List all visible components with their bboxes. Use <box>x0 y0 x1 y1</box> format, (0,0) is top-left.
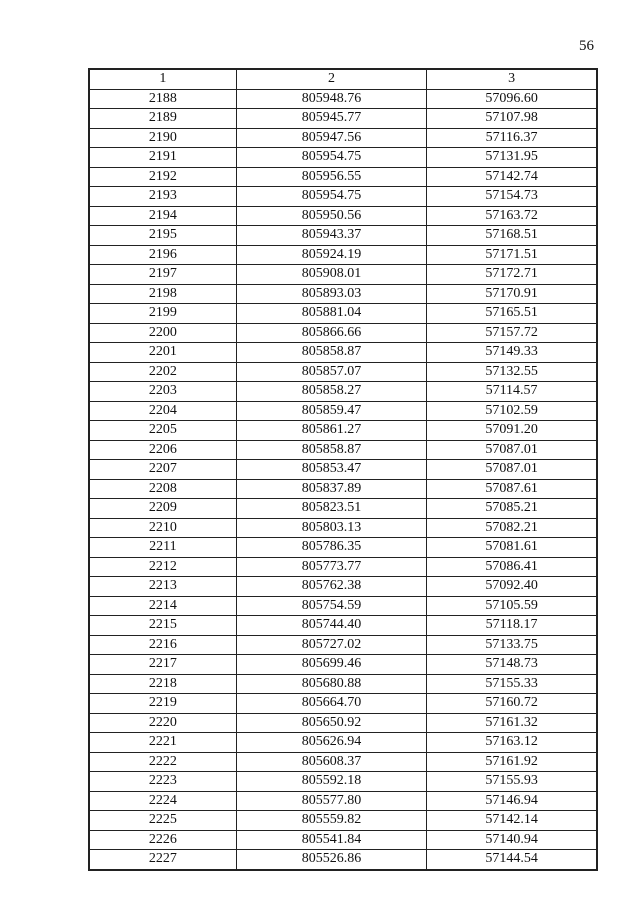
table-row <box>89 733 597 753</box>
table-header <box>89 69 597 89</box>
table-row <box>89 440 597 460</box>
point-number-cell: 2196 <box>89 245 236 265</box>
coord-y-cell: 57107.98 <box>427 109 597 129</box>
coord-y-cell: 57085.21 <box>427 499 597 519</box>
table-row <box>89 616 597 636</box>
point-number-cell: 2201 <box>89 343 236 363</box>
coord-x-cell: 805947.56 <box>236 128 426 148</box>
table-row <box>89 791 597 811</box>
point-number-cell: 2227 <box>89 850 236 870</box>
table-row <box>89 499 597 519</box>
point-number-cell: 2222 <box>89 752 236 772</box>
coord-x-cell: 805680.88 <box>236 674 426 694</box>
coord-y-cell: 57118.17 <box>427 616 597 636</box>
table-row <box>89 148 597 168</box>
table-row <box>89 811 597 831</box>
coord-x-cell: 805650.92 <box>236 713 426 733</box>
point-number-cell: 2211 <box>89 538 236 558</box>
point-number-cell: 2207 <box>89 460 236 480</box>
point-number-cell: 2204 <box>89 401 236 421</box>
coord-x-cell: 805908.01 <box>236 265 426 285</box>
coord-y-cell: 57146.94 <box>427 791 597 811</box>
coord-x-cell: 805786.35 <box>236 538 426 558</box>
point-number-cell: 2197 <box>89 265 236 285</box>
point-number-cell: 2202 <box>89 362 236 382</box>
header-cell-1: 1 <box>89 69 236 89</box>
point-number-cell: 2189 <box>89 109 236 129</box>
point-number-cell: 2191 <box>89 148 236 168</box>
coord-x-cell: 805699.46 <box>236 655 426 675</box>
coord-y-cell: 57102.59 <box>427 401 597 421</box>
point-number-cell: 2208 <box>89 479 236 499</box>
table-row <box>89 401 597 421</box>
coord-y-cell: 57149.33 <box>427 343 597 363</box>
point-number-cell: 2210 <box>89 518 236 538</box>
coord-x-cell: 805861.27 <box>236 421 426 441</box>
table-row <box>89 128 597 148</box>
point-number-cell: 2214 <box>89 596 236 616</box>
coord-y-cell: 57161.92 <box>427 752 597 772</box>
coord-y-cell: 57165.51 <box>427 304 597 324</box>
table-row <box>89 772 597 792</box>
table-row <box>89 343 597 363</box>
coord-x-cell: 805803.13 <box>236 518 426 538</box>
coord-x-cell: 805559.82 <box>236 811 426 831</box>
coord-x-cell: 805626.94 <box>236 733 426 753</box>
table-row <box>89 674 597 694</box>
point-number-cell: 2224 <box>89 791 236 811</box>
coord-x-cell: 805541.84 <box>236 830 426 850</box>
coord-y-cell: 57155.33 <box>427 674 597 694</box>
coord-y-cell: 57140.94 <box>427 830 597 850</box>
table-row <box>89 596 597 616</box>
point-number-cell: 2200 <box>89 323 236 343</box>
coord-x-cell: 805866.66 <box>236 323 426 343</box>
coord-x-cell: 805859.47 <box>236 401 426 421</box>
table-row <box>89 557 597 577</box>
coord-x-cell: 805592.18 <box>236 772 426 792</box>
table-row <box>89 187 597 207</box>
coord-y-cell: 57081.61 <box>427 538 597 558</box>
table-row <box>89 577 597 597</box>
coord-y-cell: 57144.54 <box>427 850 597 870</box>
coord-x-cell: 805857.07 <box>236 362 426 382</box>
table-row <box>89 635 597 655</box>
point-number-cell: 2221 <box>89 733 236 753</box>
point-number-cell: 2215 <box>89 616 236 636</box>
point-number-cell: 2194 <box>89 206 236 226</box>
coord-y-cell: 57091.20 <box>427 421 597 441</box>
coord-y-cell: 57087.01 <box>427 440 597 460</box>
coord-y-cell: 57133.75 <box>427 635 597 655</box>
coord-y-cell: 57087.01 <box>427 460 597 480</box>
table-row <box>89 167 597 187</box>
point-number-cell: 2223 <box>89 772 236 792</box>
header-cell-3: 3 <box>427 69 597 89</box>
coord-x-cell: 805664.70 <box>236 694 426 714</box>
coord-y-cell: 57131.95 <box>427 148 597 168</box>
coord-y-cell: 57163.72 <box>427 206 597 226</box>
table-row <box>89 206 597 226</box>
table-row <box>89 323 597 343</box>
table-row <box>89 245 597 265</box>
coord-x-cell: 805858.87 <box>236 343 426 363</box>
point-number-cell: 2198 <box>89 284 236 304</box>
table-row <box>89 362 597 382</box>
point-number-cell: 2216 <box>89 635 236 655</box>
coord-x-cell: 805773.77 <box>236 557 426 577</box>
table-row <box>89 830 597 850</box>
point-number-cell: 2212 <box>89 557 236 577</box>
coord-x-cell: 805881.04 <box>236 304 426 324</box>
header-cell-2: 2 <box>236 69 426 89</box>
coord-y-cell: 57168.51 <box>427 226 597 246</box>
coord-x-cell: 805945.77 <box>236 109 426 129</box>
header-row <box>89 69 597 89</box>
point-number-cell: 2195 <box>89 226 236 246</box>
coord-x-cell: 805727.02 <box>236 635 426 655</box>
point-number-cell: 2213 <box>89 577 236 597</box>
coord-x-cell: 805823.51 <box>236 499 426 519</box>
coord-x-cell: 805943.37 <box>236 226 426 246</box>
point-number-cell: 2225 <box>89 811 236 831</box>
point-number-cell: 2203 <box>89 382 236 402</box>
coord-y-cell: 57155.93 <box>427 772 597 792</box>
coord-y-cell: 57171.51 <box>427 245 597 265</box>
coord-x-cell: 805950.56 <box>236 206 426 226</box>
point-number-cell: 2226 <box>89 830 236 850</box>
point-number-cell: 2217 <box>89 655 236 675</box>
coord-x-cell: 805893.03 <box>236 284 426 304</box>
coord-y-cell: 57132.55 <box>427 362 597 382</box>
coord-y-cell: 57161.32 <box>427 713 597 733</box>
coord-x-cell: 805754.59 <box>236 596 426 616</box>
table-row <box>89 304 597 324</box>
point-number-cell: 2220 <box>89 713 236 733</box>
table-row <box>89 655 597 675</box>
coord-y-cell: 57087.61 <box>427 479 597 499</box>
coord-x-cell: 805924.19 <box>236 245 426 265</box>
coord-y-cell: 57116.37 <box>427 128 597 148</box>
coord-y-cell: 57148.73 <box>427 655 597 675</box>
coord-y-cell: 57105.59 <box>427 596 597 616</box>
point-number-cell: 2192 <box>89 167 236 187</box>
point-number-cell: 2219 <box>89 694 236 714</box>
coord-x-cell: 805837.89 <box>236 479 426 499</box>
table-row <box>89 694 597 714</box>
table-row <box>89 421 597 441</box>
table-body <box>89 89 597 870</box>
point-number-cell: 2205 <box>89 421 236 441</box>
table-row <box>89 265 597 285</box>
coord-x-cell: 805744.40 <box>236 616 426 636</box>
coord-x-cell: 805954.75 <box>236 148 426 168</box>
table-row <box>89 382 597 402</box>
coord-x-cell: 805954.75 <box>236 187 426 207</box>
coord-y-cell: 57154.73 <box>427 187 597 207</box>
coord-y-cell: 57096.60 <box>427 89 597 109</box>
point-number-cell: 2188 <box>89 89 236 109</box>
coord-y-cell: 57163.12 <box>427 733 597 753</box>
coord-y-cell: 57092.40 <box>427 577 597 597</box>
table-row <box>89 713 597 733</box>
point-number-cell: 2193 <box>89 187 236 207</box>
coord-y-cell: 57082.21 <box>427 518 597 538</box>
coord-y-cell: 57170.91 <box>427 284 597 304</box>
coord-x-cell: 805577.80 <box>236 791 426 811</box>
coord-y-cell: 57157.72 <box>427 323 597 343</box>
point-number-cell: 2199 <box>89 304 236 324</box>
coord-x-cell: 805948.76 <box>236 89 426 109</box>
page-number: 56 <box>579 38 594 54</box>
coord-x-cell: 805762.38 <box>236 577 426 597</box>
table-row <box>89 752 597 772</box>
table-row <box>89 479 597 499</box>
table-row <box>89 109 597 129</box>
coord-y-cell: 57142.74 <box>427 167 597 187</box>
point-number-cell: 2209 <box>89 499 236 519</box>
coord-x-cell: 805526.86 <box>236 850 426 870</box>
coordinates-table <box>88 68 598 871</box>
table-row <box>89 226 597 246</box>
coord-y-cell: 57160.72 <box>427 694 597 714</box>
table-row <box>89 460 597 480</box>
table-row <box>89 538 597 558</box>
table-row <box>89 518 597 538</box>
coord-x-cell: 805608.37 <box>236 752 426 772</box>
coord-y-cell: 57086.41 <box>427 557 597 577</box>
table-row <box>89 89 597 109</box>
coord-x-cell: 805853.47 <box>236 460 426 480</box>
table-row <box>89 850 597 870</box>
coord-x-cell: 805858.27 <box>236 382 426 402</box>
coord-y-cell: 57172.71 <box>427 265 597 285</box>
point-number-cell: 2190 <box>89 128 236 148</box>
point-number-cell: 2206 <box>89 440 236 460</box>
table-row <box>89 284 597 304</box>
coord-x-cell: 805956.55 <box>236 167 426 187</box>
point-number-cell: 2218 <box>89 674 236 694</box>
coord-y-cell: 57142.14 <box>427 811 597 831</box>
coord-x-cell: 805858.87 <box>236 440 426 460</box>
coord-y-cell: 57114.57 <box>427 382 597 402</box>
